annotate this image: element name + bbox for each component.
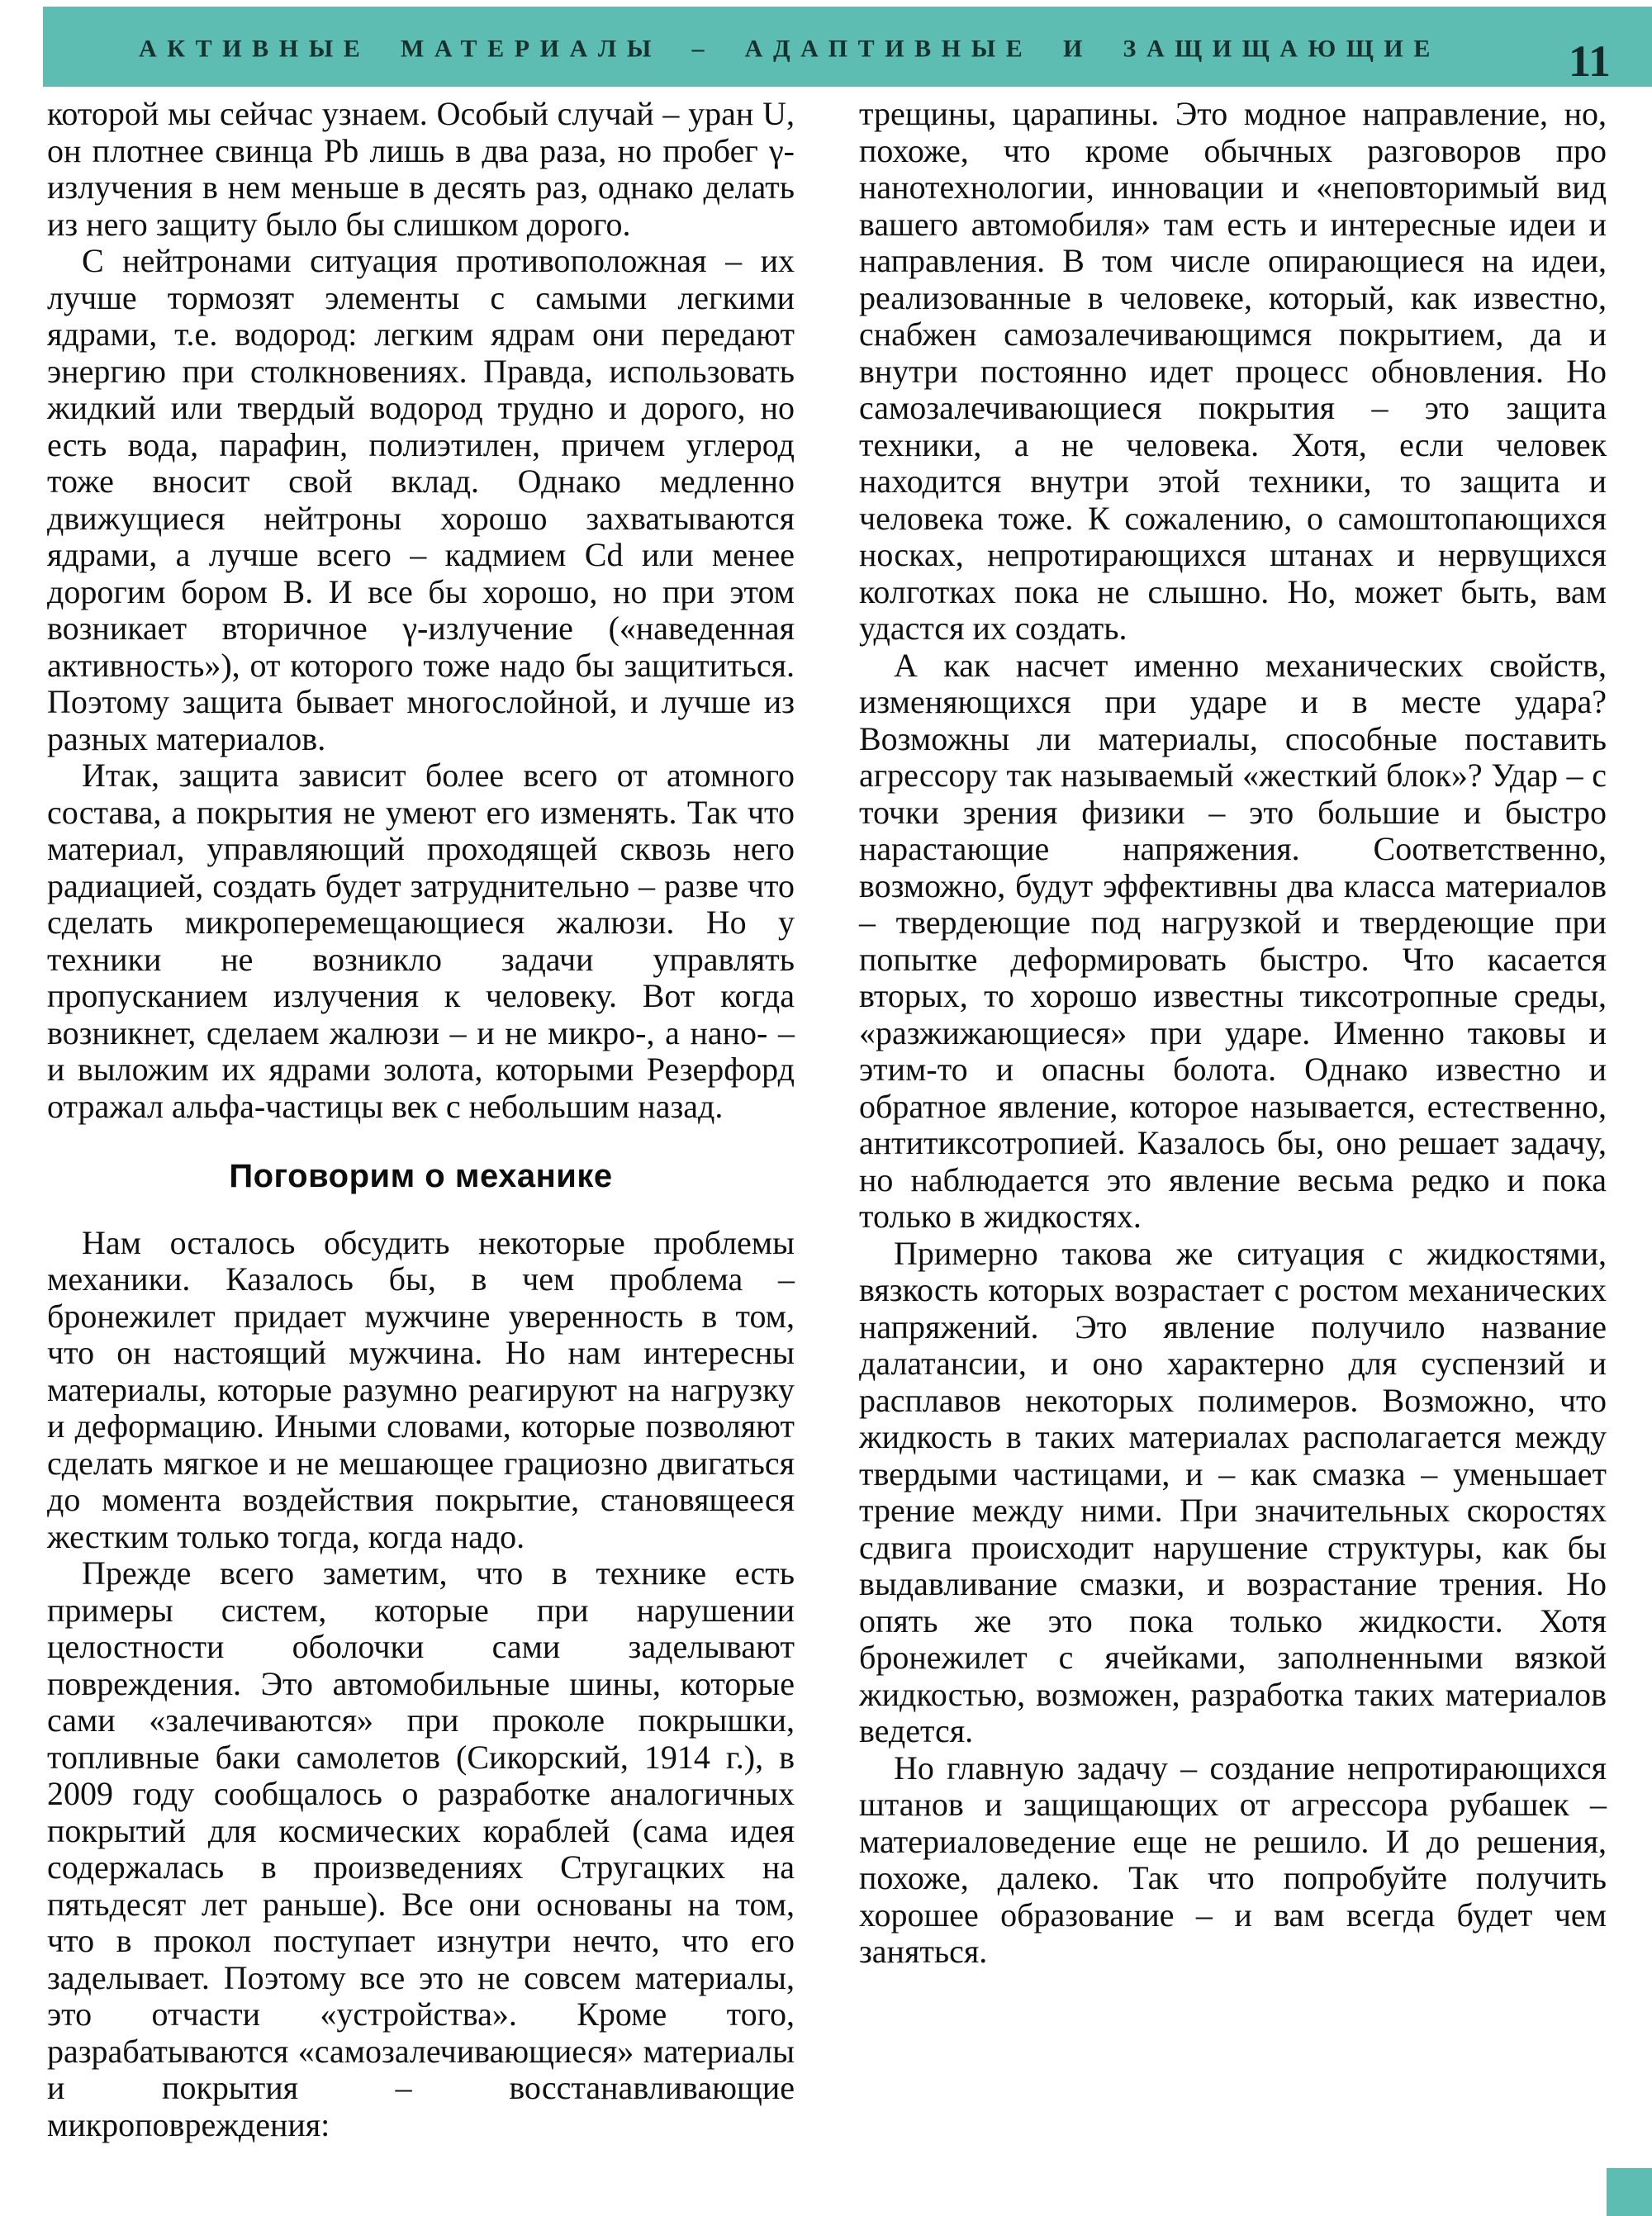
- right-text-column: [859, 96, 1607, 1971]
- paragraph: Примерно такова же ситуация с жидкостями, вязкость которых возрастает с ростом механических напряжений. Это явление получило название далатансии, и оно характерно для суспензий и расплавов некоторых полимеров. Возможно, что жидкость в таких материалах располагается между твердыми частицами, и – как смазка – уменьшает трение между ними. При значительных скоростях сдвига происходит нарушение структуры, как бы выдавливание смазки, и возрастание трения. Но опять же это пока только жидкости. Хотя бронежилет с ячейками, заполненными вязкой жидкостью, возможен, разработка таких материалов ведется.: [859, 1234, 1607, 1749]
- running-head-title: АКТИВНЫЕ МАТЕРИАЛЫ – АДАПТИВНЫЕ И ЗАЩИЩАЮЩИЕ: [139, 35, 1441, 63]
- paragraph: Но главную задачу – создание непротирающихся штанов и защищающих от агрессора рубашек – материаловедение еще не решило. И до решения, похоже, далеко. Так что попробуйте получить хорошее образование – и вам всегда будет чем заняться.: [859, 1749, 1607, 1970]
- paragraph-continuation: которой мы сейчас узнаем. Особый случай – уран U, он плотнее свинца Pb лишь в два раза, но пробег γ-излучения в нем меньше в десять раз, однако делать из него защиту было бы слишком дорого.: [47, 95, 795, 243]
- paragraph: Прежде всего заметим, что в технике есть примеры систем, которые при нарушении целостности оболочки сами заделывают повреждения. Это автомобильные шины, которые сами «залечиваются» при проколе покрышки, топливные баки самолетов (Сикорский, 1914 г.), в 2009 году сообщалось о разработке аналогичных покрытий для космических кораблей (сама идея содержалась в произведениях Стругацких на пятьдесят лет раньше). Все они основаны на том, что в прокол поступает изнутри нечто, что его заделывает. Поэтому все это не совсем материалы, это отчасти «устройства». Кроме того, разрабатываются «самозалечивающиеся» материалы и покрытия – восстанавливающие микроповреждения:: [47, 1554, 795, 2143]
- paragraph-continuation: трещины, царапины. Это модное направление, но, похоже, что кроме обычных разговоров про нанотехнологии, инновации и «неповторимый вид вашего автомобиля» там есть и интересные идеи и направления. В том числе опирающиеся на идеи, реализованные в человеке, который, как известно, снабжен самозалечивающимся покрытием, да и внутри постоянно идет процесс обновления. Но самозалечивающиеся покрытия – это защита техники, а не человека. Хотя, если человек находится внутри этой техники, то защита и человека тоже. К сожалению, о самоштопающихся носках, непротирающихся штанах и нервущихся колготках пока не слышно. Но, может быть, вам удастся их создать.: [859, 95, 1607, 647]
- page-number: 11: [1568, 36, 1611, 86]
- corner-accent-block: [1607, 2168, 1652, 2216]
- section-heading: Поговорим о механике: [229, 1158, 613, 1194]
- header-band: [43, 7, 1652, 87]
- paragraph: А как насчет именно механических свойств, изменяющихся при ударе и в месте удара? Возможны ли материалы, способные поставить агрессору так называемый «жесткий блок»? Удар – с точки зрения физики – это большие и быстро нарастающие напряжения. Соответственно, возможно, будут эффективны два класса материалов – твердеющие под нагрузкой и твердеющие при попытке деформировать быстро. Что касается вторых, то хорошо известны тиксотропные среды, «разжижающиеся» при ударе. Именно таковы и этим-то и опасны болота. Однако известно и обратное явление, которое называется, естественно, антитиксотропией. Казалось бы, оно решает задачу, но наблюдается это явление весьма редко и пока только в жидкостях.: [859, 646, 1607, 1235]
- left-text-column: [47, 96, 795, 2143]
- paragraph: С нейтронами ситуация противоположная – их лучше тормозят элементы с самыми легкими ядрами, т.е. водород: легким ядрам они передают энергию при столкновениях. Правда, использовать жидкий или твердый водород трудно и дорого, но есть вода, парафин, полиэтилен, причем углерод тоже вносит свой вклад. Однако медленно движущиеся нейтроны хорошо захватываются ядрами, а лучше всего – кадмием Cd или менее дорогим бором B. И все бы хорошо, но при этом возникает вторичное γ-излучение («наведенная активность»), от которого тоже надо бы защититься. Поэтому защита бывает многослойной, и лучше из разных материалов.: [47, 242, 795, 757]
- paragraph: Нам осталось обсудить некоторые проблемы механики. Казалось бы, в чем проблема – бронежилет придает мужчине уверенность в том, что он настоящий мужчина. Но нам интересны материалы, которые разумно реагируют на нагрузку и деформацию. Иными словами, которые позволяют сделать мягкое и не мешающее грациозно двигаться до момента воздействия покрытие, становящееся жестким только тогда, когда надо.: [47, 1223, 795, 1555]
- paragraph: Итак, защита зависит более всего от атомного состава, а покрытия не умеют его изменять. Так что материал, управляющий проходящей сквозь него радиацией, создать будет затруднительно – разве что сделать микроперемещающиеся жалюзи. Но у техники не возникло задачи управлять пропусканием излучения к человеку. Вот когда возникнет, сделаем жалюзи – и не микро-, а нано- – и выложим их ядрами золота, которыми Резерфорд отражал альфа-частицы век с небольшим назад.: [47, 757, 795, 1125]
